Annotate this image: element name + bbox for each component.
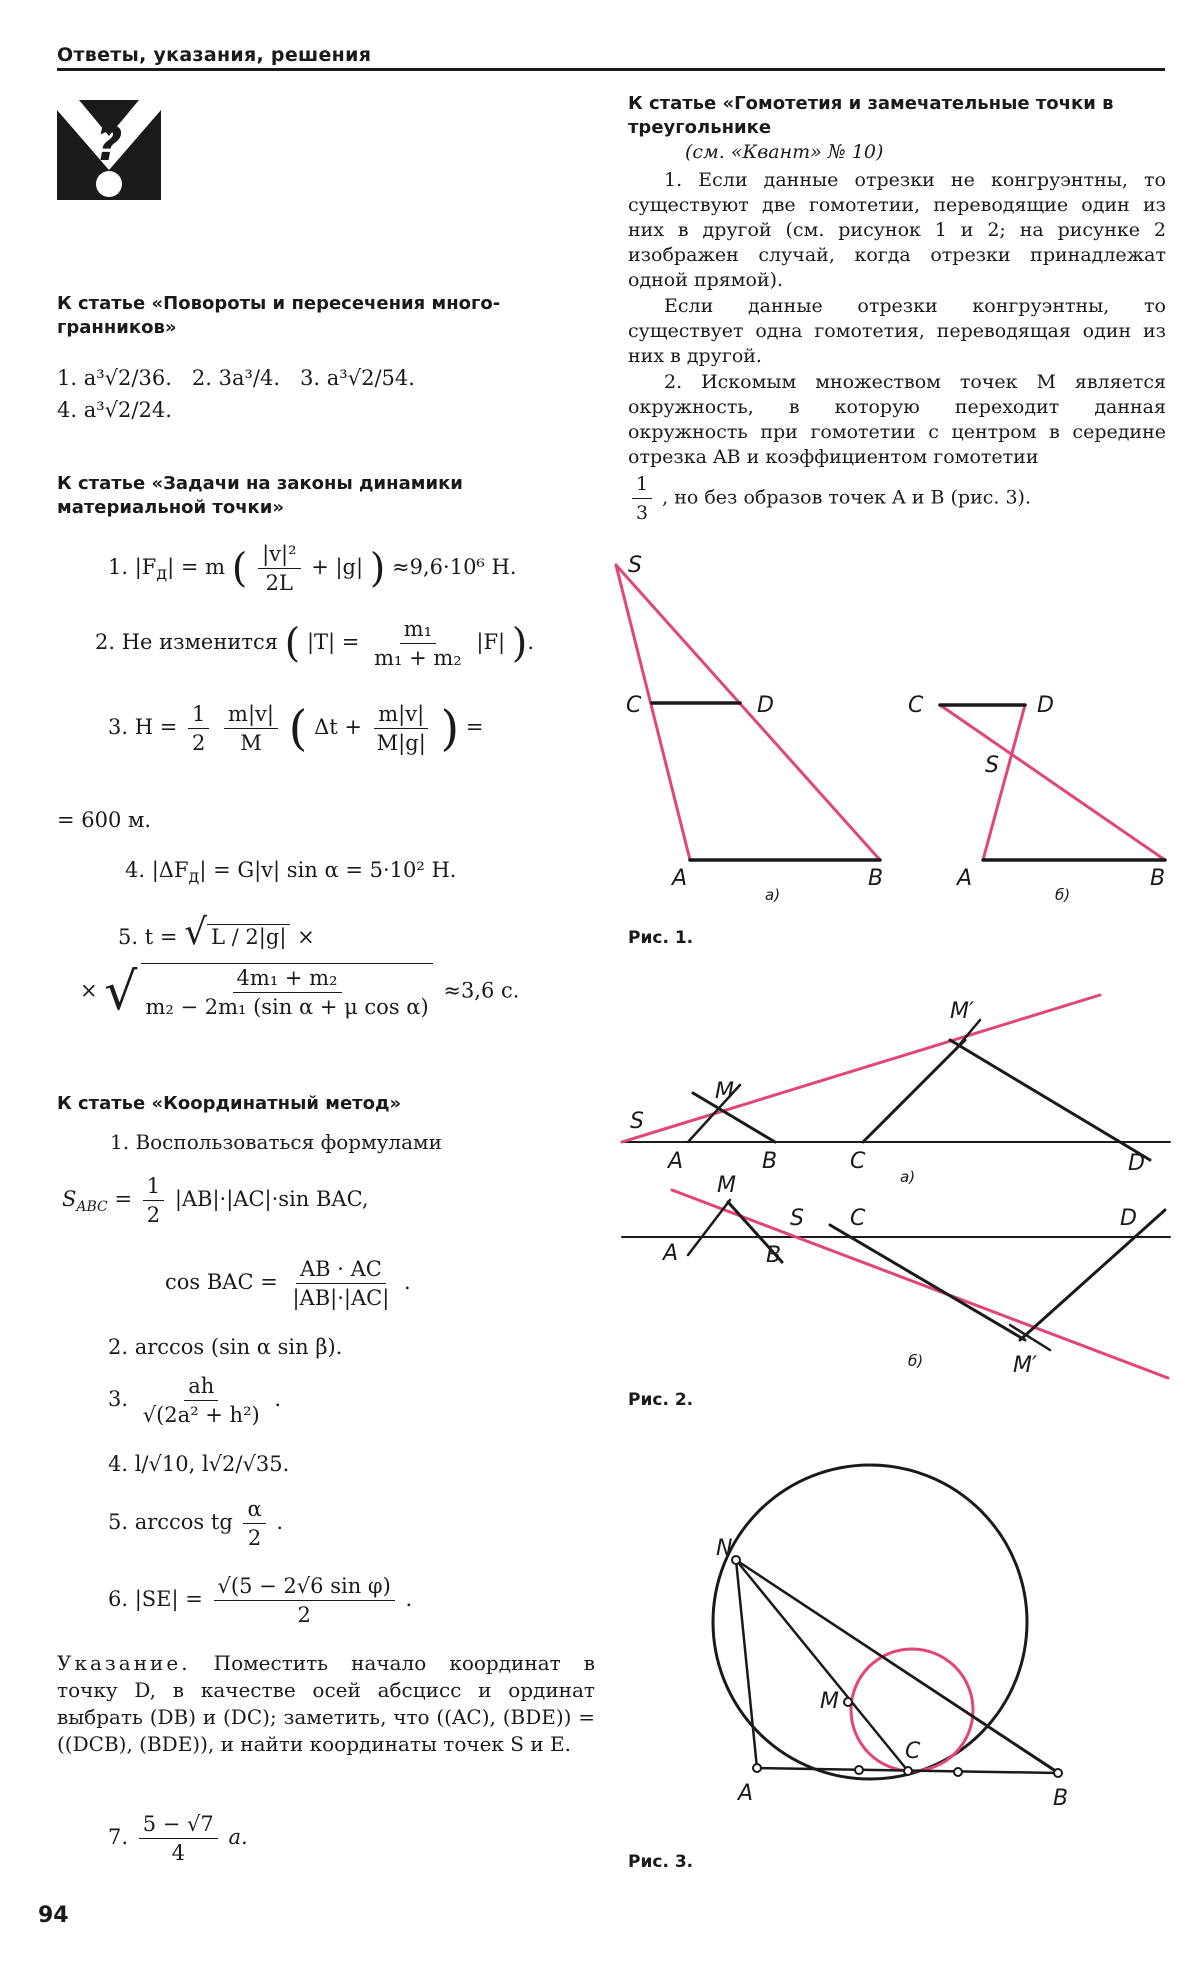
svg-text:A: A	[663, 1241, 679, 1266]
svg-text:S: S	[985, 753, 999, 778]
svg-text:B: B	[766, 1243, 782, 1268]
fig2-caption: Рис. 2.	[628, 1390, 694, 1410]
svg-text:S: S	[628, 553, 642, 578]
coord-answer-3: 3. $\frac{ah}{\text{√(2a² + h²)}}$ .	[108, 1374, 282, 1427]
coord-hint: Указание. Поместить начало координат в точку D, в качестве осей абсцисс и ординат выбрать (DB) и (DC); заметить, что ((AC), (BDE)) = ((DCB), (BDE)), и найти координаты точек S и E.	[57, 1651, 596, 1756]
coord-formula-1: $S_{ABC}$ = $\frac{1}{2}$ |AB|·|AC|·sin BAC,	[62, 1174, 369, 1227]
svg-text:M: M	[717, 1173, 736, 1198]
coord-answer-4: 4. l/√10, l√2/√35.	[108, 1452, 290, 1476]
fig1-caption: Рис. 1.	[628, 928, 694, 948]
dyn-answer-2: 2. Не изменится ( |T| = $\frac{\text{m₁}}{\text{m₁ + m₂}}$ |F| ).	[95, 617, 535, 670]
section-title-coordinate: К статье «Координатный метод»	[57, 1093, 402, 1114]
coord-answer-6: 6. |SE| = $\frac{\text{√(5 − 2√6 sin φ)}}{2}$ .	[108, 1574, 413, 1627]
svg-text:B: B	[868, 866, 884, 891]
dyn-answer-3-result: = 600 м.	[57, 808, 152, 832]
svg-text:M′: M′	[950, 999, 974, 1024]
fig1a	[616, 565, 880, 860]
svg-text:M: M	[715, 1079, 734, 1104]
dyn-answer-5b: × √ $\frac{\text{4m₁ + m₂}}{\text{m₂ − 2m₁ (sin α + μ cos α)}}$ ≈3,6 с.	[80, 962, 520, 1022]
answer-1: 1. a³√2/36.	[57, 366, 172, 390]
answer-3: 3. a³√2/54.	[300, 366, 415, 390]
svg-text:B: B	[1053, 1786, 1069, 1811]
svg-text:M: M	[820, 1689, 839, 1714]
dyn-answer-5: 5. t = √ L / 2|g| ×	[118, 912, 315, 953]
coord-answer-5: 5. arccos tg $\frac{\alpha}{2}$ .	[108, 1497, 284, 1550]
coord-formula-2: cos BAC = $\frac{AB \cdot AC}{|AB|\cdot|AC|}$ .	[165, 1257, 411, 1310]
section-title-dynamics: К статье «Задачи на законы динамики материальной точки»	[57, 473, 463, 518]
fig3	[713, 1465, 1062, 1779]
svg-text:а): а)	[900, 1168, 916, 1186]
svg-text:A: A	[672, 866, 688, 891]
coord-answer-7: 7. $\frac{5 - √7}{4}$ a.	[108, 1812, 248, 1865]
svg-text:C: C	[908, 693, 924, 718]
fig1b	[940, 705, 1165, 860]
svg-text:C: C	[905, 1739, 921, 1764]
svg-text:б): б)	[908, 1352, 924, 1370]
question-mark: ?	[95, 117, 123, 171]
dyn-answer-3: 3. H = $\frac{1}{2}$ $\frac{m|v|}{M}$ ( Δt + $\frac{m|v|}{M|g|}$ ) =	[108, 700, 484, 757]
svg-text:B: B	[1150, 866, 1166, 891]
coord-answer-2: 2. arccos (sin α sin β).	[108, 1335, 343, 1359]
answer-4: 4. a³√2/24.	[57, 398, 172, 422]
svg-text:B: B	[762, 1149, 778, 1174]
homothety-answer-1: 1. Если данные отрезки не конгруэнтны, то существуют две гомотетии, переводящие один из них в другой (см. рисунок 1 и 2; на рисунке 2 изображен случай, когда отрезки принадлежат одной прямой).	[628, 169, 1166, 291]
svg-text:D: D	[1120, 1206, 1137, 1231]
svg-text:M′: M′	[1013, 1353, 1037, 1378]
section-title-rotations: К статье «Повороты и пересечения много-гранников»	[57, 293, 501, 338]
fig2b	[622, 1190, 1170, 1378]
svg-text:C: C	[850, 1206, 866, 1231]
svg-text:A: A	[957, 866, 973, 891]
answer-2: 2. 3a³/4.	[191, 366, 281, 390]
svg-text:D: D	[1128, 1151, 1145, 1176]
homothety-answer-2-tail: $\frac{1}{3}$ , но без образов точек A и B (рис. 3).	[628, 470, 1168, 527]
svg-text:D: D	[1037, 693, 1054, 718]
section-title-homothety: К статье «Гомотетия и замечательные точки в треугольнике	[628, 93, 1114, 138]
svg-text:D: D	[757, 693, 774, 718]
svg-text:A: A	[668, 1149, 684, 1174]
coord-answer-1: 1. Воспользоваться формулами	[110, 1130, 442, 1154]
svg-text:S: S	[790, 1206, 804, 1231]
svg-text:а): а)	[765, 886, 781, 904]
running-header: Ответы, указания, решения	[57, 44, 372, 66]
dyn-answer-4: 4. $|\Delta F_д| = G|v|$ sin α = 5·10² Н.	[125, 858, 457, 888]
homothety-answer-2: 2. Искомым множеством точек M является окружность, в которую переходит данная окружность при гомотетии с центром в середине отрезка AB и коэффициентом гомотетии	[628, 371, 1166, 468]
fig2a	[622, 995, 1170, 1160]
svg-text:A: A	[738, 1781, 754, 1806]
homothety-reference: (см. «Квант» № 10)	[685, 141, 884, 163]
svg-text:C: C	[850, 1149, 866, 1174]
fig3-caption: Рис. 3.	[628, 1852, 694, 1872]
svg-text:N: N	[716, 1536, 733, 1561]
dyn-answer-1: 1. $|F_д| = m$ ( $\frac{\text{|v|²}}{2L}$ + |g| ) ≈9,6·10⁶ Н.	[108, 542, 517, 595]
page-number: 94	[38, 1903, 69, 1928]
svg-text:S: S	[630, 1109, 644, 1134]
svg-text:б): б)	[1055, 886, 1071, 904]
homothety-answer-1b: Если данные отрезки конгруэнтны, то существует одна гомотетия, переводящая один из них в другой.	[628, 295, 1166, 367]
svg-text:C: C	[626, 693, 642, 718]
